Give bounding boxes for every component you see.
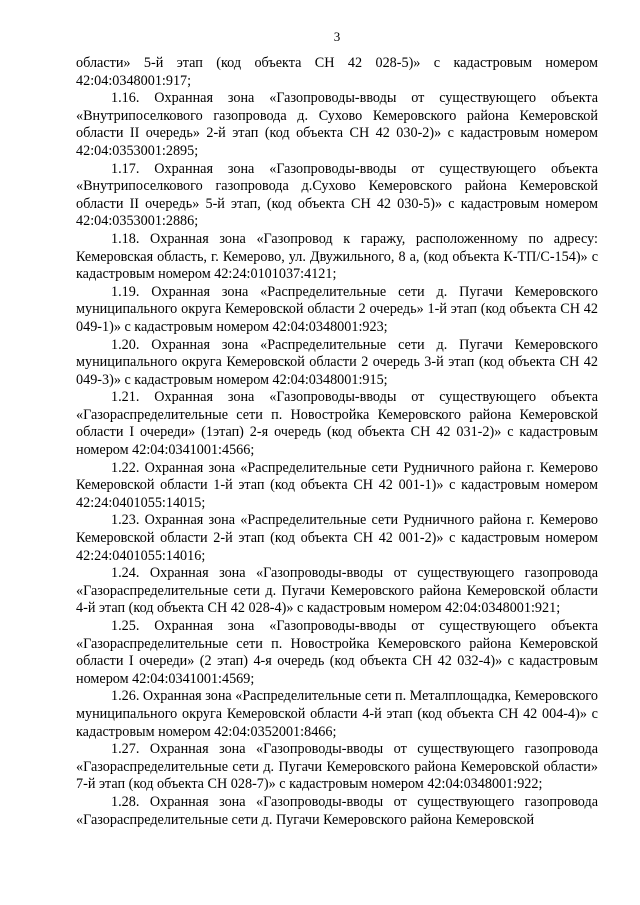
paragraph: 1.18. Охранная зона «Газопровод к гаражу, расположенному по адресу: Кемеровская область, г. Кемерово, ул. Двужильного, 8 а, (код объекта К-ТП/С-154)» с кадастровым номером 42:24:0101037:4121; bbox=[76, 230, 598, 283]
paragraph: 1.17. Охранная зона «Газопроводы-вводы от существующего объекта «Внутрипоселкового газопровода д.Сухово Кемеровского района Кемеровской области II очередь» 5-й этап, (код объекта СН 42 030-5)» с кадастровым номером 42:04:0353001:2886; bbox=[76, 160, 598, 230]
paragraph: области» 5-й этап (код объекта СН 42 028-5)» с кадастровым номером 42:04:0348001:917; bbox=[76, 55, 598, 89]
page-number: 3 bbox=[333, 29, 341, 44]
paragraph: 1.21. Охранная зона «Газопроводы-вводы от существующего объекта «Газораспределительные сети п. Новостройка Кемеровского района Кемеровской области I очереди» (1этап) 2-я очередь (код объекта СН 42 031-2)» с кадастровым номером 42:04:0341001:4566; bbox=[76, 389, 598, 459]
paragraph: 1.24. Охранная зона «Газопроводы-вводы от существующего газопровода «Газораспределительные сети д. Пугачи Кемеровского района Кемеровской области 4-й этап (код объекта СН 42 028-4)» с кадастровым номером 42:04:0348001:921; bbox=[76, 565, 598, 617]
document-body bbox=[76, 55, 598, 829]
paragraph: 1.16. Охранная зона «Газопроводы-вводы от существующего объекта «Внутрипоселкового газопровода д. Сухово Кемеровского района Кемеровской области II очередь» 2-й этап (код объекта СН 42 030-2)» с кадастровым номером 42:04:0353001:2895; bbox=[76, 90, 598, 159]
paragraph: 1.28. Охранная зона «Газопроводы-вводы от существующего газопровода «Газораспределительные сети д. Пугачи Кемеровского района Кемеровской bbox=[76, 793, 598, 828]
paragraph: 1.25. Охранная зона «Газопроводы-вводы от существующего объекта «Газораспределительные сети п. Новостройка Кемеровского района Кемеровской области I очереди» (2 этап) 4-я очередь (код объекта СН 42 032-4)» с кадастровым номером 42:04:0341001:4569; bbox=[76, 618, 598, 687]
paragraph: 1.19. Охранная зона «Распределительные сети д. Пугачи Кемеровского муниципального округа Кемеровской области 2 очередь» 1-й этап (код объекта СН 42 049-1)» с кадастровым номером 42:04:0348001:923; bbox=[76, 283, 598, 335]
paragraph: 1.27. Охранная зона «Газопроводы-вводы от существующего газопровода «Газораспределительные сети д. Пугачи Кемеровского района Кемеровской области» 7-й этап (код объекта СН 028-7)» с кадастровым номером 42:04:0348001:922; bbox=[76, 741, 598, 793]
paragraph: 1.26. Охранная зона «Распределительные сети п. Металплощадка, Кемеровского муниципального округа Кемеровской области 4-й этап (код объекта СН 42 004-4)» с кадастровым номером 42:04:0352001:8466; bbox=[76, 688, 598, 740]
paragraph: 1.23. Охранная зона «Распределительные сети Рудничного района г. Кемерово Кемеровской области 2-й этап (код объекта СН 42 001-2)» с кадастровым номером 42:24:0401055:14016; bbox=[76, 512, 598, 564]
paragraph: 1.22. Охранная зона «Распределительные сети Рудничного района г. Кемерово Кемеровской области 1-й этап (код объекта СН 42 001-1)» с кадастровым номером 42:24:0401055:14015; bbox=[76, 459, 598, 511]
paragraph: 1.20. Охранная зона «Распределительные сети д. Пугачи Кемеровского муниципального округа Кемеровской области 2 очередь 3-й этап (код объекта СН 42 049-3)» с кадастровым номером 42:04:0348001:915; bbox=[76, 336, 598, 388]
